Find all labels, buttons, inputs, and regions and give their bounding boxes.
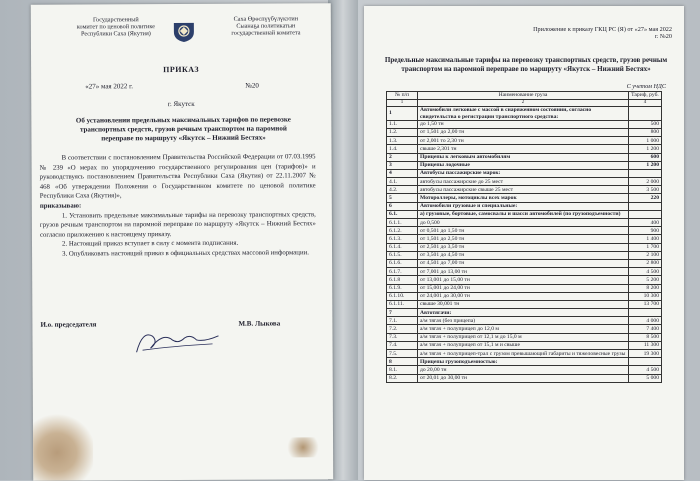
row-cargo-name: автобусы пассажирские до 25 мест — [418, 178, 629, 186]
row-tariff: 11 300 — [629, 341, 662, 349]
row-number: 4 — [387, 169, 418, 177]
table-row — [387, 186, 662, 194]
table-row — [387, 107, 662, 120]
order-city: г. Якутск — [167, 99, 195, 109]
table-row — [387, 243, 662, 251]
row-tariff: 3 500 — [629, 186, 662, 194]
row-cargo-name: от 2,501 до 3,50 тн — [418, 243, 629, 251]
table-row — [387, 235, 662, 243]
row-tariff: 900 — [629, 227, 662, 235]
issuer-line: Саха Өрөспүүбүлүкэтин — [233, 15, 299, 23]
row-tariff: 600 — [629, 153, 662, 161]
row-number: 6.1.7. — [387, 268, 418, 276]
row-cargo-name: от 1,501 до 2,00 тн — [418, 128, 629, 136]
row-cargo-name: от 20,01 до 30,00 тн — [418, 374, 629, 382]
row-tariff — [629, 107, 662, 120]
row-tariff — [629, 169, 662, 177]
appendix-reference: Приложение к приказу ГКЦ РС (Я) от «27» мая 2022 г. №20 — [533, 26, 672, 40]
row-number: 7.5. — [387, 350, 418, 358]
table-row — [387, 284, 662, 292]
row-cargo-name: а/м тягач + полуприцеп от 12,1 м до 15,0 м — [418, 333, 629, 341]
row-cargo-name: до 20,00 тн — [418, 366, 629, 374]
table-row — [387, 374, 662, 382]
row-number: 6.1.10. — [387, 292, 418, 300]
row-cargo-name: а/м тягач (без прицепа) — [418, 317, 629, 325]
row-tariff: 500 — [629, 120, 662, 128]
issuer-header-russian — [57, 16, 175, 38]
row-tariff: 2 100 — [629, 251, 662, 259]
signatory-name: М.В. Лыкова — [238, 319, 281, 328]
row-cargo-name: Автотягачи: — [418, 309, 629, 317]
order-subject: Об установлении предельных максимальных тарифов по перевозке транспортных средств, грузов речным транспортом на паромной переправе по маршруту «Якутск – Нижний Бестях» — [75, 115, 291, 143]
vat-note: С учетом НДС — [626, 83, 666, 90]
row-cargo-name: Прицепы к легковым автомобилям — [418, 153, 629, 161]
table-row — [387, 178, 662, 186]
table-row — [387, 194, 662, 202]
row-number: 6.1.8 — [387, 276, 418, 284]
row-tariff — [629, 210, 662, 218]
row-number: 5 — [387, 194, 418, 202]
row-cargo-name: Прицепы лодочные — [418, 161, 629, 169]
row-tariff: 4 500 — [629, 366, 662, 374]
row-number: 1.2. — [387, 128, 418, 136]
row-tariff: 1 200 — [629, 161, 662, 169]
row-tariff — [629, 358, 662, 366]
row-cargo-name: от 4,501 до 7,00 тн — [418, 259, 629, 267]
row-cargo-name: свыше 2,301 тн — [418, 145, 629, 153]
row-number: 6.1.11. — [387, 300, 418, 308]
document-title: ПРИКАЗ — [163, 64, 200, 75]
row-number: 7.4. — [387, 341, 418, 349]
row-tariff: 4 000 — [629, 317, 662, 325]
row-cargo-name: а/м тягач + полуприцеп-трал с грузом превышающий габариты и тяжеловесные грузы — [418, 350, 629, 358]
row-tariff: 800 — [629, 128, 662, 136]
row-cargo-name: Мотороллеры, мотоциклы всех марок — [418, 194, 629, 202]
column-number: 4 — [629, 100, 662, 107]
row-tariff: 2 800 — [629, 259, 662, 267]
row-number: 8.1. — [387, 366, 418, 374]
table-row — [387, 161, 662, 169]
row-cargo-name: от 13,001 до 15,00 тн — [418, 276, 629, 284]
row-cargo-name: от 15,001 до 24,00 тн — [418, 284, 629, 292]
row-number: 4.1. — [387, 178, 418, 186]
row-tariff — [629, 309, 662, 317]
issuer-line: государственнай комитета — [231, 29, 301, 37]
row-cargo-name: Прицепы грузоподъемностью: — [418, 358, 629, 366]
column-number: 1 — [387, 100, 418, 107]
table-row — [387, 341, 662, 349]
table-row — [387, 251, 662, 259]
appendix-title: Предельные максимальные тарифы на перевозку транспортных средств, грузов речным транспортом на паромной переправе по маршруту «Якутск – Нижний Бестях» — [384, 56, 668, 73]
row-cargo-name: до 0,500 — [418, 219, 629, 227]
order-command: приказываю: — [39, 202, 82, 210]
row-cargo-name: от 2,001 то 2,30 тн — [418, 137, 629, 145]
row-cargo-name: от 7,001 до 13,00 тн — [418, 268, 629, 276]
row-cargo-name: Автобусы пассажирские марок: — [418, 169, 629, 177]
row-cargo-name: Автомобили грузовые и специальные: — [418, 202, 629, 210]
table-row — [387, 358, 662, 366]
table-row — [387, 300, 662, 308]
row-cargo-name: а) грузовые, бортовые, самосвалы и шасси автомобилей (по грузоподъемности) — [418, 210, 629, 218]
row-number: 6.1.3. — [387, 235, 418, 243]
row-number: 7 — [387, 309, 418, 317]
row-tariff: 1 200 — [629, 145, 662, 153]
row-number: 1.1. — [387, 120, 418, 128]
row-tariff: 5 000 — [629, 374, 662, 382]
row-number: 3 — [387, 161, 418, 169]
table-row — [387, 219, 662, 227]
row-number: 6.1.5. — [387, 251, 418, 259]
table-row — [387, 268, 662, 276]
row-tariff: 10 300 — [629, 292, 662, 300]
tariff-table — [386, 91, 662, 383]
column-header: Наименование груза — [418, 92, 629, 100]
tariff-appendix-sheet — [364, 6, 684, 480]
row-number: 6.1.1. — [387, 219, 418, 227]
row-cargo-name: от 1,501 до 2,50 тн — [418, 235, 629, 243]
row-cargo-name: до 1,50 тн — [418, 120, 629, 128]
row-tariff: 4 500 — [629, 268, 662, 276]
tariff-table-body — [387, 107, 662, 382]
row-number: 7.2. — [387, 325, 418, 333]
row-number: 4.2. — [387, 186, 418, 194]
table-row — [387, 259, 662, 267]
row-cargo-name: свыше 30,001 тн — [418, 300, 629, 308]
order-date: «27» мая 2022 г. — [85, 82, 134, 91]
row-number: 1.3. — [387, 137, 418, 145]
row-tariff: 1 700 — [629, 243, 662, 251]
table-row — [387, 137, 662, 145]
row-cargo-name: от 24,001 до 30,00 тн — [418, 292, 629, 300]
row-tariff: 1 400 — [629, 235, 662, 243]
table-row — [387, 366, 662, 374]
table-row — [387, 309, 662, 317]
table-header-row — [387, 92, 662, 100]
row-number: 6.1.6. — [387, 259, 418, 267]
column-header: № п/п — [387, 92, 418, 100]
row-number: 2 — [387, 153, 418, 161]
issuer-line: комитет по ценовой политике — [76, 23, 155, 31]
table-row — [387, 120, 662, 128]
row-number: 7.3. — [387, 333, 418, 341]
row-tariff: 2 000 — [629, 178, 662, 186]
table-row — [387, 153, 662, 161]
table-row — [387, 325, 662, 333]
water-stain — [33, 410, 93, 480]
table-row — [387, 276, 662, 284]
table-row — [387, 317, 662, 325]
row-tariff: 220 — [629, 194, 662, 202]
row-number: 6.1.2. — [387, 227, 418, 235]
row-tariff: 5 200 — [629, 276, 662, 284]
row-number: 6.1.4. — [387, 243, 418, 251]
table-row — [387, 350, 662, 358]
coat-of-arms-icon — [171, 19, 197, 43]
order-body — [40, 152, 317, 259]
table-row — [387, 169, 662, 177]
table-row — [387, 145, 662, 153]
row-number: 7.1. — [387, 317, 418, 325]
issuer-header-yakut — [211, 15, 321, 37]
column-header: Тариф, руб. — [629, 92, 662, 100]
handwritten-signature — [132, 322, 222, 358]
row-number: 1.4. — [387, 145, 418, 153]
table-row — [387, 210, 662, 218]
row-tariff: 8 500 — [629, 333, 662, 341]
order-item-3: 3. Опубликовать настоящий приказ в официальных средствах массовой информации. — [62, 249, 309, 258]
row-cargo-name: а/м тягач + полуприцеп от 15,1 м и свыше — [418, 341, 629, 349]
row-number: 8 — [387, 358, 418, 366]
row-tariff: 13 700 — [629, 300, 662, 308]
row-cargo-name: от 0,501 до 1,50 тн — [418, 227, 629, 235]
order-item-2: 2. Настоящий приказ вступает в силу с момента подписания. — [61, 240, 239, 248]
row-cargo-name: а/м тягач + полуприцеп до 12,0 м — [418, 325, 629, 333]
row-cargo-name: Автомобили легковые с массой в снаряженном состоянии, согласно свидетельства о регистрации транспортного средства: — [418, 107, 629, 120]
table-row — [387, 128, 662, 136]
row-cargo-name: от 3,501 до 4,50 тн — [418, 251, 629, 259]
issuer-line: Республики Саха (Якутия) — [80, 30, 151, 38]
table-row — [387, 202, 662, 210]
water-stain — [283, 437, 323, 457]
row-number: 6.1. — [387, 210, 418, 218]
row-number: 8.2. — [387, 374, 418, 382]
order-item-1: 1. Установить предельные максимальные тарифы на перевозку транспортных средств, грузов речным транспортом на паромной переправе по маршруту «Якутск – Нижний Бестях» согласно приложению к настоящему приказу. — [39, 210, 316, 239]
row-number: 6.1.9. — [387, 284, 418, 292]
order-preamble: В соответствии с постановлением Правительства Российской Федерации от 07.03.1995 № 239 «О мерах по упорядочению государственного регулирования цен (тарифов)» и руководствуясь постановлением Правительства Республики Саха (Якутия) от 22.11.2007 № 468 «Об утверждении Положения о Государственном комитете по ценовой политике Республики Саха (Якутия)», — [39, 153, 316, 201]
table-row — [387, 333, 662, 341]
row-number: 1 — [387, 107, 418, 120]
column-number: 2 — [418, 100, 629, 107]
issuer-line: Государственный — [92, 16, 139, 24]
signatory-role: И.о. председателя — [40, 320, 97, 329]
row-tariff: 19 300 — [629, 350, 662, 358]
order-number: №20 — [245, 81, 259, 90]
row-tariff — [629, 202, 662, 210]
table-column-number-row — [387, 100, 662, 107]
table-row — [387, 227, 662, 235]
row-tariff: 1 000 — [629, 137, 662, 145]
row-number: 6 — [387, 202, 418, 210]
table-row — [387, 292, 662, 300]
row-cargo-name: автобусы пассажирские свыше 25 мест — [418, 186, 629, 194]
row-tariff: 7 400 — [629, 325, 662, 333]
row-tariff: 400 — [629, 219, 662, 227]
issuer-line: Сыанаҕа политикатын — [236, 22, 296, 30]
row-tariff: 8 200 — [629, 284, 662, 292]
order-document-sheet — [31, 3, 333, 481]
